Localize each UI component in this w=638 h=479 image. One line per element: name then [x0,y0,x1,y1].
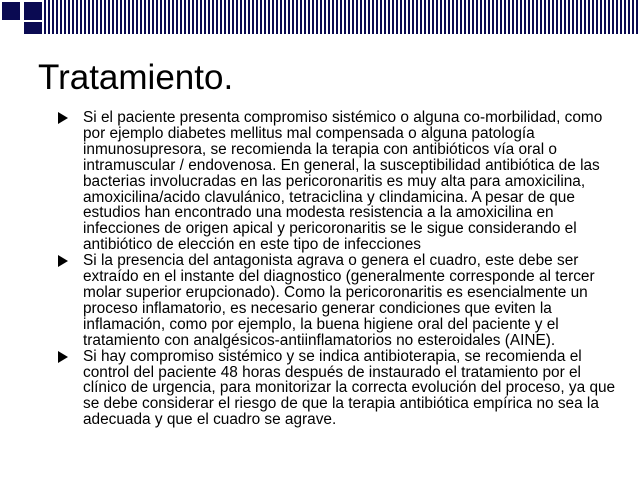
slide-title: Tratamiento. [38,58,234,97]
decorative-stripes [44,0,638,34]
bullet-text: Si hay compromiso sistémico y se indica antibioterapia, se recomienda el control del paciente 48 horas después de instaurado el tratamiento por el clínico de urgencia, para monitorizar la correcta evolución del proceso, ya que se debe considerar el riesgo de que la terapia antibiótica empírica no sea la adecuada y que el cuadro se agrave. [83,347,616,429]
triangle-bullet-icon [58,255,68,267]
bullet-list [56,110,616,428]
bullet-text: Si la presencia del antagonista agrava o genera el cuadro, este debe ser extraído en el instante del diagnostico (generalmente corresponde al tercer molar superior erupcionado). Como la pericoronaritis es esencialmente un proceso inflamatorio, es necesario generar condiciones que eviten la inflamación, como por ejemplo, la buena higiene oral del paciente y el tratamiento con analgésicos-antiinflamatorios no esteroidales (AINE). [83,252,595,349]
decorative-square [24,22,42,34]
bullet-item [56,349,616,429]
bullet-item [56,253,616,348]
decorative-square [2,2,20,20]
bullet-text: Si el paciente presenta compromiso sistémico o alguna co-morbilidad, como por ejemplo diabetes mellitus mal compensada o alguna patología inmunosupresora, se recomienda la terapia con antibióticos vía oral o intramuscular / endovenosa. En general, la susceptibilidad antibiótica de las bacterias involucradas en las pericoronaritis es muy alta para amoxicilina, amoxicilina/acido clavulánico, tetraciclina y clindamicina. A pesar de que estudios han encontrado una modesta resistencia a la amoxicilina en infecciones de origen apical y pericoronaritis se le sigue considerando el antibiótico de elección en este tipo de infecciones [83,109,603,254]
triangle-bullet-icon [58,112,68,124]
header-decoration [0,0,638,40]
bullet-item [56,110,616,253]
decorative-square [24,2,42,20]
triangle-bullet-icon [58,351,68,363]
